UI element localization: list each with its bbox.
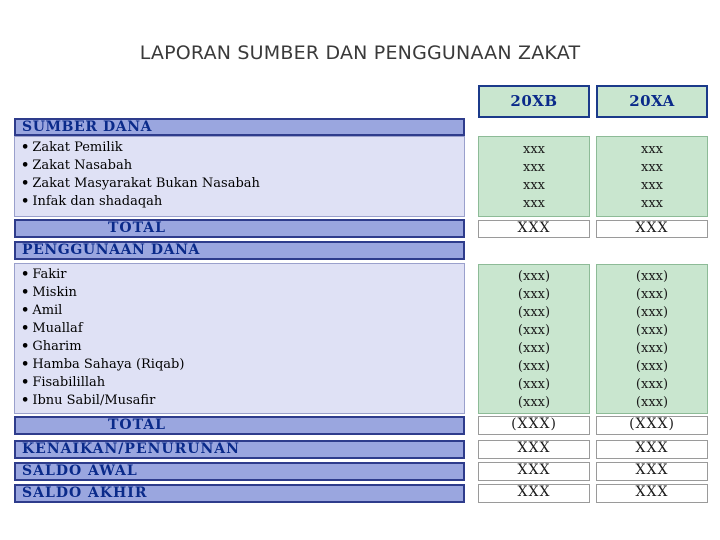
list-item: • Hamba Sahaya (Riqab) (21, 357, 185, 372)
value-cell: (xxx) (517, 323, 551, 338)
sumber-values-20xa (596, 136, 708, 217)
kenaikan-20xa: XXX (596, 440, 708, 459)
penggunaan-dana-header: PENGGUNAAN DANA (14, 241, 465, 260)
value-cell: (xxx) (517, 305, 551, 320)
value-cell: xxx (641, 142, 663, 157)
bullet-icon: • (21, 357, 30, 372)
list-item: • Zakat Masyarakat Bukan Nasabah (21, 176, 260, 191)
value-cell: (xxx) (635, 341, 669, 356)
list-item: • Fisabilillah (21, 375, 106, 390)
list-item: • Miskin (21, 285, 77, 300)
value-cell: (xxx) (635, 305, 669, 320)
bullet-icon: • (21, 393, 30, 408)
value-cell: (xxx) (517, 269, 551, 284)
penggunaan-total-20xb: (XXX) (478, 416, 590, 435)
sumber-values-20xb (478, 136, 590, 217)
bullet-icon: • (21, 321, 30, 336)
saldo-awal-20xb: XXX (478, 462, 590, 481)
bullet-icon: • (21, 303, 30, 318)
sumber-total-label: TOTAL (14, 219, 465, 238)
bullet-icon: • (21, 158, 30, 173)
list-item: • Muallaf (21, 321, 83, 336)
value-cell: (xxx) (635, 377, 669, 392)
value-cell: (xxx) (517, 395, 551, 410)
value-cell: xxx (641, 196, 663, 211)
kenaikan-penurunan-label: KENAIKAN/PENURUNAN (14, 440, 465, 459)
penggunaan-total-label: TOTAL (14, 416, 465, 435)
sumber-total-20xb: XXX (478, 220, 590, 238)
page-title: LAPORAN SUMBER DAN PENGGUNAAN ZAKAT (139, 42, 581, 64)
value-cell: xxx (523, 196, 545, 211)
list-item: • Fakir (21, 267, 67, 282)
list-item: • Zakat Nasabah (21, 158, 133, 173)
penggunaan-total-20xa: (XXX) (596, 416, 708, 435)
value-cell: (xxx) (517, 341, 551, 356)
column-header-20xa: 20XA (596, 85, 708, 118)
saldo-akhir-20xa: XXX (596, 484, 708, 503)
list-item: • Gharim (21, 339, 82, 354)
column-header-20xb: 20XB (478, 85, 590, 118)
value-cell: xxx (641, 160, 663, 175)
saldo-awal-20xa: XXX (596, 462, 708, 481)
value-cell: (xxx) (635, 395, 669, 410)
penggunaan-values-20xb (478, 264, 590, 414)
bullet-icon: • (21, 285, 30, 300)
value-cell: (xxx) (517, 287, 551, 302)
sumber-dana-header: SUMBER DANA (14, 118, 465, 136)
saldo-akhir-label: SALDO AKHIR (14, 484, 465, 503)
sumber-total-20xa: XXX (596, 220, 708, 238)
bullet-icon: • (21, 267, 30, 282)
value-cell: (xxx) (517, 359, 551, 374)
list-item: • Amil (21, 303, 63, 318)
bullet-icon: • (21, 194, 30, 209)
list-item: • Ibnu Sabil/Musafir (21, 393, 156, 408)
kenaikan-20xb: XXX (478, 440, 590, 459)
value-cell: (xxx) (517, 377, 551, 392)
penggunaan-dana-list (14, 263, 465, 414)
value-cell: xxx (641, 178, 663, 193)
penggunaan-values-20xa (596, 264, 708, 414)
value-cell: xxx (523, 160, 545, 175)
value-cell: (xxx) (635, 287, 669, 302)
saldo-akhir-20xb: XXX (478, 484, 590, 503)
bullet-icon: • (21, 140, 30, 155)
bullet-icon: • (21, 176, 30, 191)
value-cell: xxx (523, 178, 545, 193)
value-cell: (xxx) (635, 323, 669, 338)
value-cell: (xxx) (635, 269, 669, 284)
saldo-awal-label: SALDO AWAL (14, 462, 465, 481)
bullet-icon: • (21, 339, 30, 354)
list-item: • Infak dan shadaqah (21, 194, 163, 209)
list-item: • Zakat Pemilik (21, 140, 123, 155)
bullet-icon: • (21, 375, 30, 390)
value-cell: (xxx) (635, 359, 669, 374)
sumber-dana-list (14, 136, 465, 217)
value-cell: xxx (523, 142, 545, 157)
